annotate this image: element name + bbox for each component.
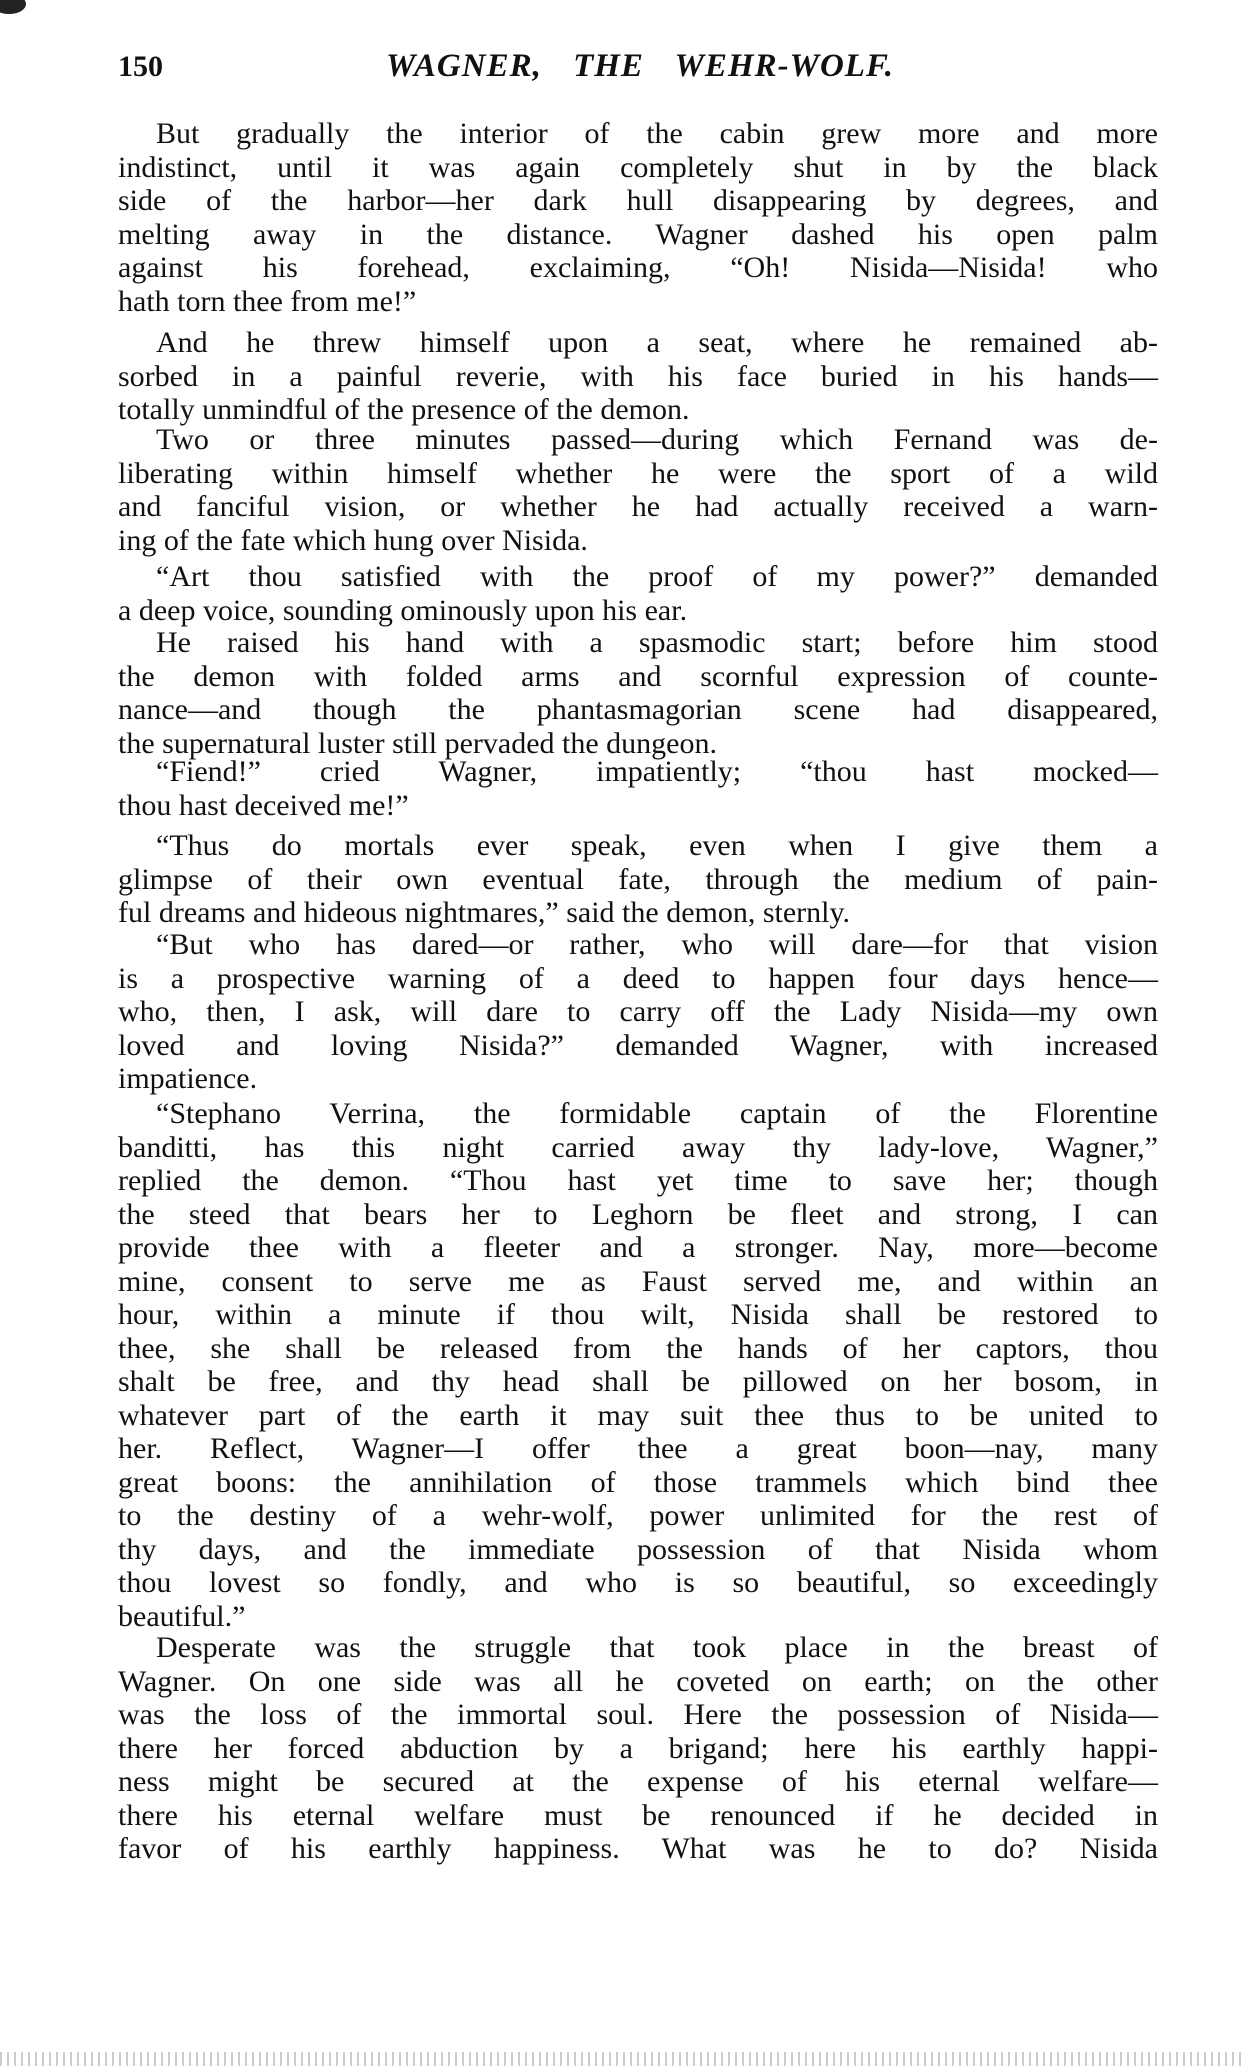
text-line: ful dreams and hideous nightmares,” said the demon, sternly. <box>118 896 851 929</box>
text-line: But gradually the interior of the cabin grew more and more <box>156 117 1158 150</box>
paragraph <box>118 560 1158 627</box>
paragraph <box>118 117 1158 318</box>
text-line: hour, within a minute if thou wilt, Nisida shall be restored to <box>118 1298 1158 1331</box>
text-line: indistinct, until it was again completely shut in by the black <box>118 150 1158 184</box>
text-line: there his eternal welfare must be renounced if he decided in <box>118 1798 1158 1832</box>
text-line: the demon with folded arms and scornful expression of counte- <box>118 659 1158 693</box>
paragraph <box>118 626 1158 760</box>
text-line: ness might be secured at the expense of his eternal welfare— <box>118 1765 1158 1798</box>
text-line: her. Reflect, Wagner—I offer thee a great boon—nay, many <box>118 1432 1158 1465</box>
text-line: And he threw himself upon a seat, where he remained ab- <box>156 326 1158 359</box>
paragraph <box>118 928 1158 1096</box>
text-line: He raised his hand with a spasmodic start; before him stood <box>156 626 1158 659</box>
paragraph <box>118 829 1158 930</box>
ink-blot <box>0 0 26 14</box>
text-line: “Fiend!” cried Wagner, impatiently; “thou hast mocked— <box>156 755 1158 788</box>
text-line: was the loss of the immortal soul. Here the possession of Nisida— <box>118 1698 1158 1731</box>
text-line: Desperate was the struggle that took place in the breast of <box>156 1631 1158 1664</box>
text-line: who, then, I ask, will dare to carry off the Lady Nisida—my own <box>118 995 1158 1028</box>
text-line: there her forced abduction by a brigand; here his earthly happi- <box>118 1731 1158 1765</box>
text-line: side of the harbor—her dark hull disappearing by degrees, and <box>118 184 1158 217</box>
text-line: provide thee with a fleeter and a stronger. Nay, more—become <box>118 1231 1158 1264</box>
text-line: great boons: the annihilation of those trammels which bind thee <box>118 1465 1158 1499</box>
text-line: loved and loving Nisida?” demanded Wagner, with increased <box>118 1028 1158 1062</box>
paragraph <box>118 1097 1158 1633</box>
text-line: a deep voice, sounding ominously upon his ear. <box>118 593 688 627</box>
text-line: Wagner. On one side was all he coveted on earth; on the other <box>118 1664 1158 1698</box>
text-line: mine, consent to serve me as Faust served me, and within an <box>118 1264 1158 1298</box>
text-line: is a prospective warning of a deed to happen four days hence— <box>118 961 1158 995</box>
text-line: the steed that bears her to Leghorn be fleet and strong, I can <box>118 1197 1158 1231</box>
text-line: glimpse of their own eventual fate, through the medium of pain- <box>118 862 1158 896</box>
text-line: “Art thou satisfied with the proof of my power?” demanded <box>156 560 1158 593</box>
text-line: “Thus do mortals ever speak, even when I give them a <box>156 829 1158 862</box>
running-title: WAGNER, THE WEHR-WOLF. <box>386 48 894 84</box>
text-line: beautiful.” <box>118 1599 246 1633</box>
text-line: thy days, and the immediate possession of that Nisida whom <box>118 1532 1158 1566</box>
text-line: “But who has dared—or rather, who will dare—for that vision <box>156 928 1158 961</box>
paragraph <box>118 1631 1158 1866</box>
text-line: thee, she shall be released from the hands of her captors, thou <box>118 1331 1158 1365</box>
text-line: the supernatural luster still pervaded the dungeon. <box>118 726 717 760</box>
text-line: favor of his earthly happiness. What was he to do? Nisida <box>118 1832 1158 1865</box>
text-line: nance—and though the phantasmagorian scene had disappeared, <box>118 693 1158 726</box>
text-line: hath torn thee from me!” <box>118 284 417 318</box>
text-line: banditti, has this night carried away thy lady-love, Wagner,” <box>118 1130 1158 1164</box>
text-line: and fanciful vision, or whether he had actually received a warn- <box>118 490 1158 523</box>
paragraph <box>118 423 1158 557</box>
page-number: 150 <box>118 50 163 83</box>
paragraph <box>118 755 1158 822</box>
text-line: liberating within himself whether he were the sport of a wild <box>118 456 1158 490</box>
text-line: impatience. <box>118 1062 258 1095</box>
paragraph <box>118 326 1158 427</box>
text-line: Two or three minutes passed—during which Fernand was de- <box>156 423 1158 456</box>
text-line: replied the demon. “Thou hast yet time to save her; though <box>118 1164 1158 1197</box>
text-line: to the destiny of a wehr-wolf, power unlimited for the rest of <box>118 1499 1158 1532</box>
text-line: ing of the fate which hung over Nisida. <box>118 523 588 557</box>
text-line: “Stephano Verrina, the formidable captain of the Florentine <box>156 1097 1158 1130</box>
text-line: sorbed in a painful reverie, with his face buried in his hands— <box>118 359 1158 393</box>
text-line: whatever part of the earth it may suit thee thus to be united to <box>118 1398 1158 1432</box>
text-line: totally unmindful of the presence of the demon. <box>118 393 690 426</box>
scan-edge-noise <box>0 2052 1243 2066</box>
text-line: melting away in the distance. Wagner dashed his open palm <box>118 217 1158 251</box>
text-line: shalt be free, and thy head shall be pillowed on her bosom, in <box>118 1365 1158 1398</box>
text-line: thou hast deceived me!” <box>118 788 409 822</box>
text-line: against his forehead, exclaiming, “Oh! Nisida—Nisida! who <box>118 251 1158 284</box>
text-line: thou lovest so fondly, and who is so beautiful, so exceedingly <box>118 1566 1158 1599</box>
